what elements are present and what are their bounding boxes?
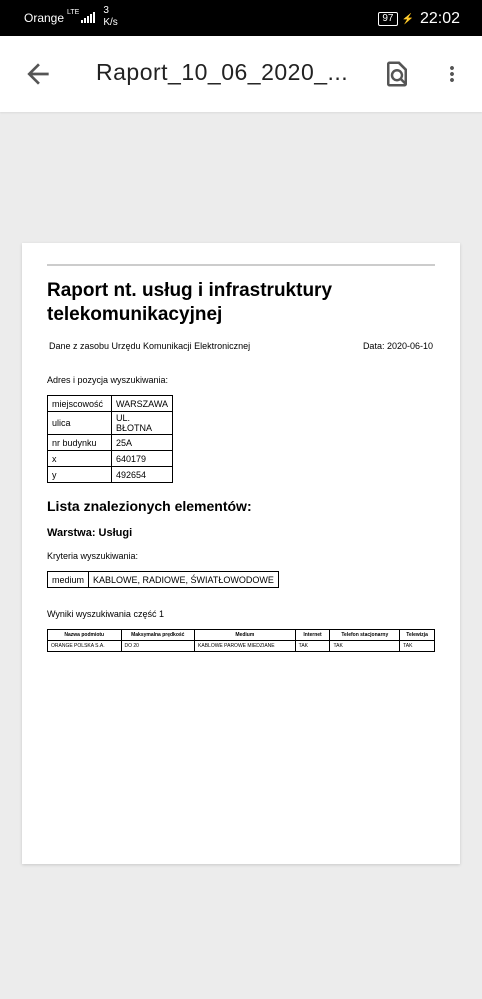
table-cell: ORANGE POLSKA S.A. bbox=[48, 641, 122, 652]
address-key: nr budynku bbox=[48, 435, 112, 451]
criteria-label: Kryteria wyszukiwania: bbox=[47, 551, 139, 561]
app-bar bbox=[0, 36, 482, 112]
list-title: Lista znalezionych elementów: bbox=[47, 498, 252, 514]
search-address-label: Adres i pozycja wyszukiwania: bbox=[47, 375, 169, 385]
column-header: Internet bbox=[295, 630, 330, 641]
results-table bbox=[47, 629, 435, 652]
table-cell: TAK bbox=[400, 641, 435, 652]
signal-icon bbox=[81, 11, 95, 23]
table-row bbox=[48, 435, 173, 451]
status-right bbox=[378, 10, 460, 28]
results-label: Wyniki wyszukiwania część 1 bbox=[47, 609, 164, 619]
address-value: 492654 bbox=[112, 467, 173, 483]
table-row bbox=[48, 451, 173, 467]
address-key: ulica bbox=[48, 412, 112, 435]
charging-icon: ⚡ bbox=[401, 13, 414, 25]
source-text: Dane z zasobu Urzędu Komunikacji Elektronicznej bbox=[49, 341, 251, 351]
column-header: Medium bbox=[195, 630, 296, 641]
column-header: Nazwa podmiotu bbox=[48, 630, 122, 641]
table-cell: KABLOWE PAROWE MIEDZIANE bbox=[195, 641, 296, 652]
document-title: Raport_10_06_2020_... bbox=[96, 59, 349, 85]
table-row bbox=[48, 572, 279, 588]
table-cell: TAK bbox=[330, 641, 400, 652]
address-key: y bbox=[48, 467, 112, 483]
table-row bbox=[48, 641, 435, 652]
address-key: x bbox=[48, 451, 112, 467]
column-header: Telewizja bbox=[400, 630, 435, 641]
speed-value: 3 bbox=[103, 5, 109, 16]
table-row bbox=[48, 412, 173, 435]
find-in-page-icon bbox=[382, 58, 412, 90]
address-table bbox=[47, 395, 173, 483]
more-options-button[interactable] bbox=[440, 58, 464, 90]
table-cell: TAK bbox=[295, 641, 330, 652]
criteria-value: KABLOWE, RADIOWE, ŚWIATŁOWODOWE bbox=[89, 572, 279, 588]
criteria-key: medium bbox=[48, 572, 89, 588]
criteria-table bbox=[47, 571, 279, 588]
address-value: WARSZAWA bbox=[112, 396, 173, 412]
network-speed bbox=[103, 5, 117, 29]
report-title: Raport nt. usług i infrastruktury telekomunikacyjnej bbox=[47, 280, 333, 325]
carrier-name: Orange bbox=[24, 11, 65, 25]
column-header: Maksymalna prędkość bbox=[121, 630, 195, 641]
speed-unit: K/s bbox=[103, 17, 118, 28]
battery-level: 97 bbox=[382, 13, 394, 24]
arrow-left-icon bbox=[22, 58, 54, 90]
column-header: Telefon stacjonarny bbox=[330, 630, 400, 641]
more-vert-icon bbox=[440, 58, 464, 90]
network-type: LTE bbox=[67, 9, 80, 16]
address-value: 640179 bbox=[112, 451, 173, 467]
address-key: miejscowość bbox=[48, 396, 112, 412]
status-left bbox=[24, 5, 118, 29]
address-value: 25A bbox=[112, 435, 173, 451]
layer-title: Warstwa: Usługi bbox=[47, 527, 133, 539]
clock: 22:02 bbox=[419, 10, 460, 27]
battery-icon bbox=[378, 12, 397, 26]
document-page bbox=[22, 243, 460, 864]
status-bar bbox=[0, 0, 482, 36]
back-button[interactable] bbox=[22, 58, 54, 90]
address-value: UL. BŁOTNA bbox=[112, 412, 173, 435]
top-rule bbox=[47, 264, 435, 266]
table-row bbox=[48, 467, 173, 483]
report-date: Data: 2020-06-10 bbox=[362, 341, 433, 351]
table-row bbox=[48, 396, 173, 412]
find-in-page-button[interactable] bbox=[382, 58, 412, 90]
table-cell: DO 20 bbox=[121, 641, 195, 652]
table-header-row bbox=[48, 630, 435, 641]
